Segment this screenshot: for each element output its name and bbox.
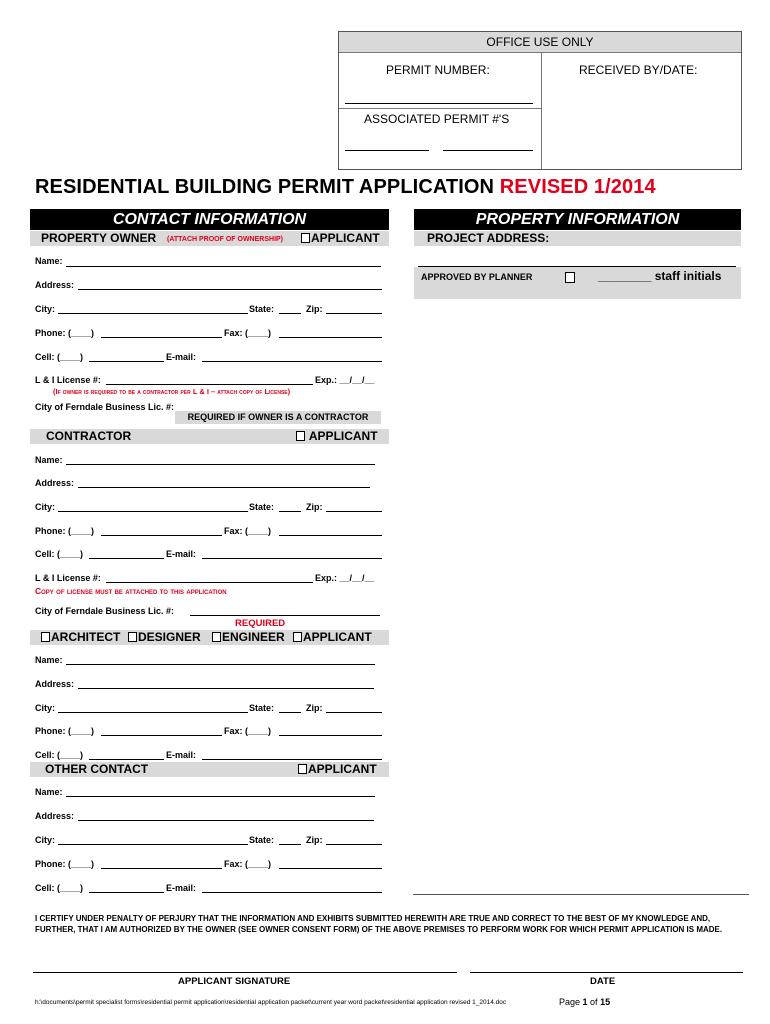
owner-phone-field[interactable]: [101, 337, 222, 338]
architect-applicant-checkbox[interactable]: [293, 632, 302, 642]
other-fax-field[interactable]: [279, 868, 382, 869]
date-label: DATE: [590, 976, 616, 987]
owner-cell-label: Cell: (____): [35, 352, 84, 362]
contractor-email-field[interactable]: [202, 558, 382, 559]
contractor-license-field[interactable]: [106, 582, 313, 583]
contractor-business-lic-label: City of Ferndale Business Lic. #:: [35, 606, 175, 616]
page-indicator: [559, 997, 610, 1007]
associated-permit-field-2[interactable]: [443, 150, 533, 151]
owner-state-label: State:: [249, 304, 275, 314]
office-column-divider: [541, 52, 542, 169]
other-phone-label: Phone: (____): [35, 859, 95, 869]
other-contact-label: OTHER CONTACT: [45, 762, 149, 776]
contractor-state-label: State:: [249, 502, 275, 512]
owner-cell-field[interactable]: [89, 361, 164, 362]
contractor-license-label: L & I License #:: [35, 573, 101, 583]
architect-email-label: E-mail:: [166, 750, 197, 760]
applicant-signature-label: APPLICANT SIGNATURE: [178, 976, 291, 987]
contractor-label: CONTRACTOR: [46, 429, 132, 443]
date-field[interactable]: [470, 972, 743, 973]
contractor-cell-field[interactable]: [89, 558, 164, 559]
other-address-field[interactable]: [78, 820, 374, 821]
designer-label: DESIGNER: [138, 630, 201, 644]
owner-address-label: Address:: [35, 280, 75, 290]
contact-info-header: CONTACT INFORMATION: [30, 209, 389, 230]
architect-bar: [30, 630, 389, 645]
architect-city-field[interactable]: [58, 712, 248, 713]
associated-permit-field-1[interactable]: [345, 150, 429, 151]
other-phone-field[interactable]: [101, 868, 222, 869]
other-zip-label: Zip:: [306, 835, 323, 845]
contractor-applicant-checkbox[interactable]: [296, 431, 305, 441]
owner-fax-label: Fax: (____): [224, 328, 272, 338]
architect-state-field[interactable]: [279, 712, 301, 713]
architect-zip-field[interactable]: [326, 712, 382, 713]
architect-checkbox[interactable]: [41, 632, 50, 642]
page-title: [35, 176, 656, 199]
owner-zip-field[interactable]: [326, 313, 382, 314]
contractor-bar: [30, 429, 389, 444]
owner-city-label: City:: [35, 304, 55, 314]
owner-zip-label: Zip:: [306, 304, 323, 314]
owner-name-label: Name:: [35, 256, 63, 266]
contractor-phone-field[interactable]: [101, 535, 222, 536]
other-name-label: Name:: [35, 787, 63, 797]
contractor-city-field[interactable]: [58, 511, 248, 512]
owner-email-field[interactable]: [202, 361, 382, 362]
office-use-box: [338, 31, 742, 170]
contractor-zip-label: Zip:: [306, 502, 323, 512]
page-number: 1: [582, 997, 588, 1007]
designer-checkbox[interactable]: [128, 632, 137, 642]
contractor-applicant-option[interactable]: [296, 429, 378, 444]
architect-name-field[interactable]: [66, 664, 375, 665]
other-applicant-option[interactable]: [298, 762, 377, 777]
applicant-signature-field[interactable]: [33, 972, 457, 973]
engineer-checkbox[interactable]: [212, 632, 221, 642]
other-cell-label: Cell: (____): [35, 883, 84, 893]
owner-applicant-option[interactable]: [301, 231, 380, 246]
architect-address-field[interactable]: [78, 688, 374, 689]
contractor-zip-field[interactable]: [326, 511, 382, 512]
contractor-name-field[interactable]: [66, 464, 375, 465]
architect-phone-field[interactable]: [101, 735, 222, 736]
contractor-email-label: E-mail:: [166, 549, 197, 559]
contractor-fax-field[interactable]: [279, 535, 382, 536]
owner-required-bar: REQUIRED IF OWNER IS A CONTRACTOR: [175, 411, 381, 424]
page-of: of: [587, 997, 601, 1007]
architect-cell-field[interactable]: [89, 759, 164, 760]
other-contact-bar: [30, 762, 389, 777]
owner-proof-note: (ATTACH PROOF OF OWNERSHIP): [167, 236, 284, 243]
architect-name-label: Name:: [35, 655, 63, 665]
other-applicant-label: APPLICANT: [308, 762, 377, 776]
approved-by-planner-label: APPROVED BY PLANNER: [421, 272, 533, 282]
contractor-business-lic-field[interactable]: [190, 615, 380, 616]
other-applicant-checkbox[interactable]: [298, 764, 307, 774]
contractor-fax-label: Fax: (____): [224, 526, 272, 536]
staff-initials: [598, 269, 721, 283]
architect-cell-label: Cell: (____): [35, 750, 84, 760]
associated-permits-label: ASSOCIATED PERMIT #'S: [364, 112, 510, 126]
other-cell-field[interactable]: [89, 892, 164, 893]
architect-zip-label: Zip:: [306, 703, 323, 713]
page-total: 15: [600, 997, 611, 1007]
architect-email-field[interactable]: [202, 759, 382, 760]
staff-initials-field[interactable]: ________: [598, 269, 652, 283]
document-path: h:\documents\permit specialist forms\residential permit application\residential application packet\current year word packet\residential application revised 1_2014.doc: [35, 999, 507, 1006]
contractor-city-label: City:: [35, 502, 55, 512]
owner-license-note: (If owner is required to be a contractor per L & I – attach copy of License): [53, 387, 291, 396]
owner-city-field[interactable]: [58, 313, 248, 314]
architect-applicant-label: APPLICANT: [303, 630, 372, 644]
contractor-address-field[interactable]: [78, 487, 370, 488]
owner-license-label: L & I License #:: [35, 375, 101, 385]
certification-statement: I CERTIFY UNDER PENALTY OF PERJURY THAT THE INFORMATION AND EXHIBITS SUBMITTED HEREWITH ARE TRUE AND CORRECT TO THE BEST OF MY KNOWLEDGE AND, FURTHER, THAT I AM AUTHORIZED BY THE OWNER (SEE OWNER CONSENT FORM) OF THE ABOVE PREMISES TO PERFORM WORK FOR WHICH PERMIT APPLICATION IS MADE.: [35, 914, 723, 934]
permit-number-label: PERMIT NUMBER:: [386, 63, 490, 77]
other-name-field[interactable]: [66, 796, 375, 797]
contractor-state-field[interactable]: [279, 511, 301, 512]
engineer-label: ENGINEER: [222, 630, 285, 644]
project-address-bar: [414, 231, 741, 246]
other-email-label: E-mail:: [166, 883, 197, 893]
architect-applicant-option[interactable]: [293, 630, 372, 645]
other-address-label: Address:: [35, 811, 75, 821]
project-address-label: PROJECT ADDRESS:: [427, 231, 550, 245]
staff-initials-label: staff initials: [654, 269, 722, 283]
title-revised: REVISED 1/2014: [499, 176, 656, 198]
architect-fax-field[interactable]: [279, 735, 382, 736]
approved-planner-checkbox[interactable]: [565, 272, 575, 283]
other-state-field[interactable]: [279, 844, 301, 845]
other-state-label: State:: [249, 835, 275, 845]
owner-applicant-checkbox[interactable]: [301, 233, 310, 243]
contractor-applicant-label: APPLICANT: [308, 429, 378, 443]
owner-address-field[interactable]: [78, 289, 382, 290]
owner-business-lic-label: City of Ferndale Business Lic. #:: [35, 402, 175, 412]
office-use-heading: OFFICE USE ONLY: [339, 32, 741, 53]
owner-license-field[interactable]: [106, 384, 313, 385]
architect-label: ARCHITECT: [51, 630, 121, 644]
owner-fax-field[interactable]: [279, 337, 382, 338]
property-owner-bar: [30, 231, 389, 246]
owner-name-field[interactable]: [66, 266, 381, 267]
owner-applicant-label: APPLICANT: [311, 231, 380, 245]
property-info-header: PROPERTY INFORMATION: [414, 209, 741, 230]
received-by-label: RECEIVED BY/DATE:: [579, 63, 698, 77]
title-main: RESIDENTIAL BUILDING PERMIT APPLICATION: [35, 176, 500, 198]
office-row-divider: [339, 108, 541, 109]
contractor-required-label: REQUIRED: [235, 618, 286, 629]
other-fax-label: Fax: (____): [224, 859, 272, 869]
contractor-license-exp[interactable]: Exp.: __/__/__: [315, 573, 375, 583]
architect-phone-label: Phone: (____): [35, 726, 95, 736]
other-city-label: City:: [35, 835, 55, 845]
engineer-option[interactable]: [212, 630, 285, 645]
contractor-cell-label: Cell: (____): [35, 549, 84, 559]
property-section-end-line: [413, 894, 749, 895]
architect-option[interactable]: [41, 630, 120, 645]
property-owner-label: PROPERTY OWNER: [41, 231, 157, 245]
contractor-phone-label: Phone: (____): [35, 526, 95, 536]
architect-city-label: City:: [35, 703, 55, 713]
contractor-address-label: Address:: [35, 478, 75, 488]
architect-state-label: State:: [249, 703, 275, 713]
other-email-field[interactable]: [202, 892, 382, 893]
other-city-field[interactable]: [58, 844, 248, 845]
page-prefix: Page: [559, 997, 583, 1007]
permit-number-field[interactable]: [345, 103, 533, 104]
owner-email-label: E-mail:: [166, 352, 197, 362]
owner-state-field[interactable]: [279, 313, 301, 314]
designer-option[interactable]: [128, 630, 201, 645]
architect-fax-label: Fax: (____): [224, 726, 272, 736]
other-zip-field[interactable]: [326, 844, 382, 845]
architect-address-label: Address:: [35, 679, 75, 689]
owner-license-exp[interactable]: Exp.: __/__/__: [315, 375, 375, 385]
owner-phone-label: Phone: (____): [35, 328, 95, 338]
contractor-license-note: Copy of license must be attached to this application: [35, 586, 227, 596]
contractor-name-label: Name:: [35, 455, 63, 465]
